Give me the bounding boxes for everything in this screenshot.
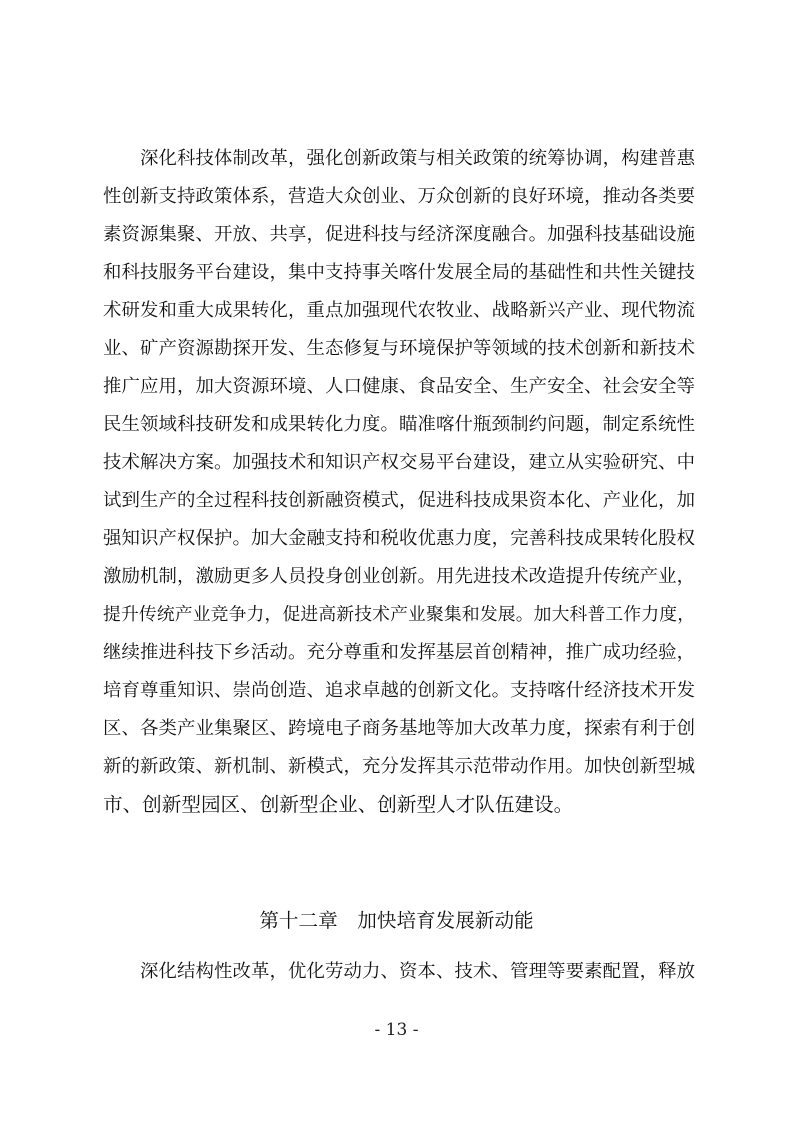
paragraph-line: 民生领域科技研发和成果转化力度。瞄准喀什瓶颈制约问题，制定系统性 [103,414,695,435]
paragraph-line: 业、矿产资源勘探开发、生态修复与环境保护等领域的技术创新和新技术 [103,338,695,359]
paragraph-line: 提升传统产业竞争力，促进高新技术产业聚集和发展。加大科普工作力度， [103,604,695,625]
chapter-heading: 第十二章 加快培育发展新动能 [259,909,534,932]
paragraph-line: 技术解决方案。加强技术和知识产权交易平台建设，建立从实验研究、中 [103,452,695,473]
paragraph-line: 继续推进科技下乡活动。充分尊重和发挥基层首创精神，推广成功经验， [103,642,695,663]
paragraph-line: 素资源集聚、开放、共享，促进科技与经济深度融合。加强科技基础设施 [103,224,695,245]
paragraph-line: 试到生产的全过程科技创新融资模式，促进科技成果资本化、产业化，加 [103,490,695,511]
paragraph-line: 和科技服务平台建设，集中支持事关喀什发展全局的基础性和共性关键技 [103,262,695,283]
paragraph-line: 市、创新型园区、创新型企业、创新型人才队伍建设。 [103,793,574,816]
paragraph-line: 强知识产权保护。加大金融支持和税收优惠力度，完善科技成果转化股权 [103,528,695,549]
paragraph-line: 激励机制，激励更多人员投身创业创新。用先进技术改造提升传统产业， [103,566,695,587]
paragraph-line: 区、各类产业集聚区、跨境电子商务基地等加大改革力度，探索有利于创 [103,718,695,739]
paragraph-line: 新的新政策、新机制、新模式，充分发挥其示范带动作用。加快创新型城 [103,756,695,777]
paragraph-line: 性创新支持政策体系，营造大众创业、万众创新的良好环境，推动各类要 [103,186,695,207]
paragraph-line: 深化科技体制改革，强化创新政策与相关政策的统筹协调，构建普惠 [140,148,695,169]
paragraph-line: 推广应用，加大资源环境、人口健康、食品安全、生产安全、社会安全等 [103,376,695,397]
paragraph-line: 术研发和重大成果转化，重点加强现代农牧业、战略新兴产业、现代物流 [103,300,695,321]
page-number: - 13 - [374,1020,419,1040]
paragraph-line: 深化结构性改革，优化劳动力、资本、技术、管理等要素配置，释放 [140,961,695,982]
paragraph-line: 培育尊重知识、崇尚创造、追求卓越的创新文化。支持喀什经济技术开发 [103,680,695,701]
